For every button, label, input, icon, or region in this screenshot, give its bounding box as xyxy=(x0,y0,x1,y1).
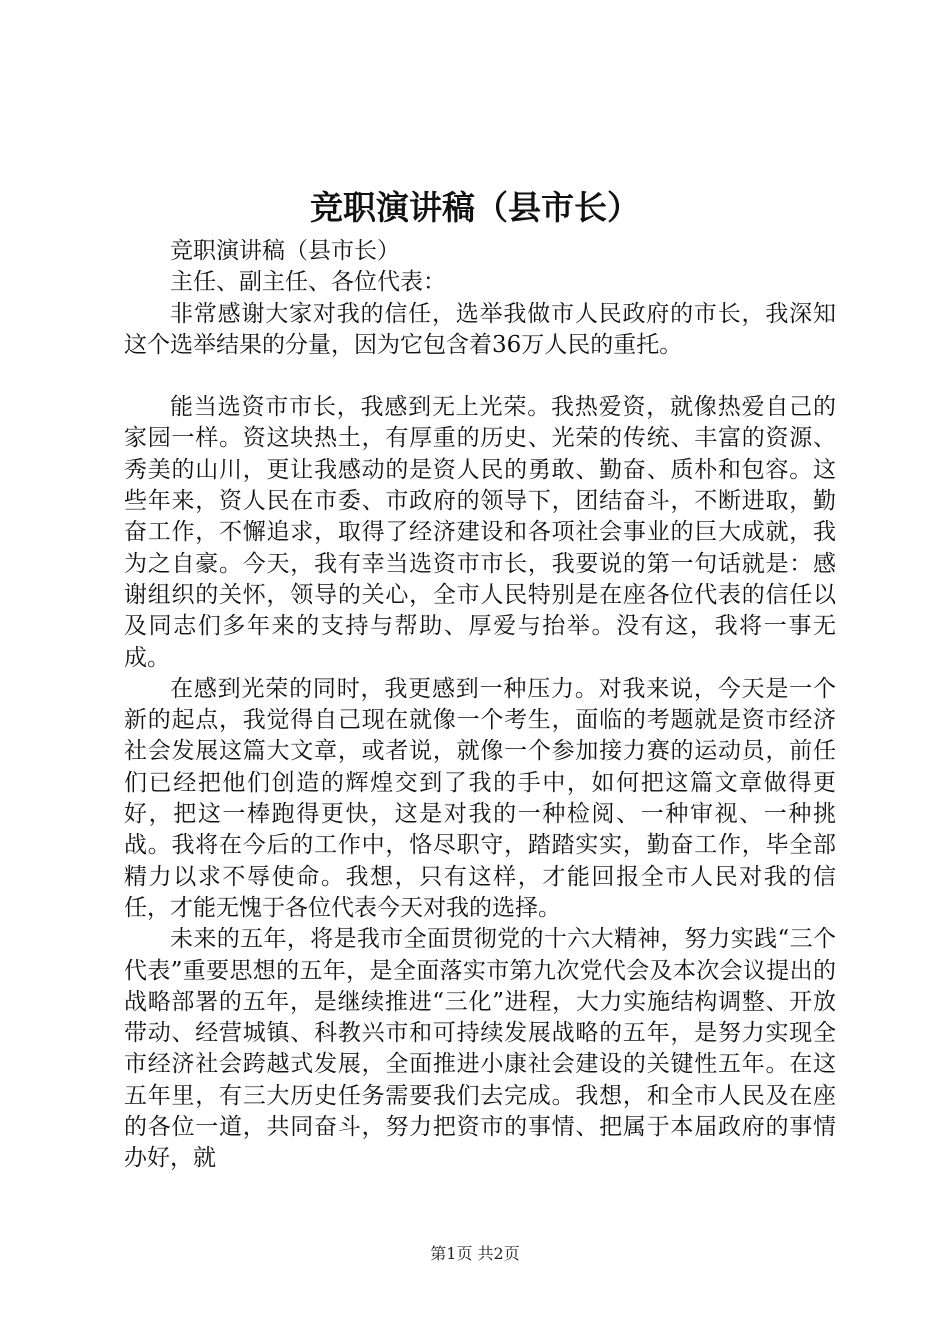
paragraph-thanks: 非常感谢大家对我的信任，选举我做市人民政府的市长，我深知这个选举结果的分量，因为它包含着36万人民的重托。 xyxy=(124,300,836,358)
paragraph-future: 未来的五年，将是我市全面贯彻党的十六大精神，努力实践“三个代表”重要思想的五年，是全面落实市第九次党代会及本次会议提出的战略部署的五年，是继续推进“三化”进程，大力实施结构调整、开放带动、经营城镇、科教兴市和可持续发展战略的五年，是努力实现全市经济社会跨越式发展，全面推进小康社会建设的关键性五年。在这五年里，有三大历史任务需要我们去完成。我想，和全市人民及在座的各位一道，共同奋斗，努力把资市的事情、把属于本届政府的事情办好，就 xyxy=(124,926,836,1172)
document-body xyxy=(124,236,836,1175)
document-title: 竞职演讲稿（县市长） xyxy=(310,188,640,227)
paragraph-subtitle: 竞职演讲稿（县市长） xyxy=(170,238,400,264)
paragraph-pressure: 在感到光荣的同时，我更感到一种压力。对我来说，今天是一个新的起点，我觉得自己现在就像一个考生，面临的考题就是资市经济社会发展这篇大文章，或者说，就像一个参加接力赛的运动员，前任们已经把他们创造的辉煌交到了我的手中，如何把这篇文章做得更好，把这一棒跑得更快，这是对我的一种检阅、一种审视、一种挑战。我将在今后的工作中，恪尽职守，踏踏实实，勤奋工作，毕全部精力以求不辱使命。我想，只有这样，才能回报全市人民对我的信任，才能无愧于各位代表今天对我的选择。 xyxy=(124,675,836,921)
paragraph-honor: 能当选资市市长，我感到无上光荣。我热爱资，就像热爱自己的家园一样。资这块热土，有厚重的历史、光荣的传统、丰富的资源、秀美的山川，更让我感动的是资人民的勇敢、勤奋、质朴和包容。这些年来，资人民在市委、市政府的领导下，团结奋斗，不断进取，勤奋工作，不懈追求，取得了经济建设和各项社会事业的巨大成就，我为之自豪。今天，我有幸当选资市市长，我要说的第一句话就是：感谢组织的关怀，领导的关心，全市人民特别是在座各位代表的信任以及同志们多年来的支持与帮助、厚爱与抬举。没有这，我将一事无成。 xyxy=(124,394,836,671)
page-number-footer: 第1页 共2页 xyxy=(430,1244,520,1263)
paragraph-salutation: 主任、副主任、各位代表： xyxy=(170,269,446,296)
